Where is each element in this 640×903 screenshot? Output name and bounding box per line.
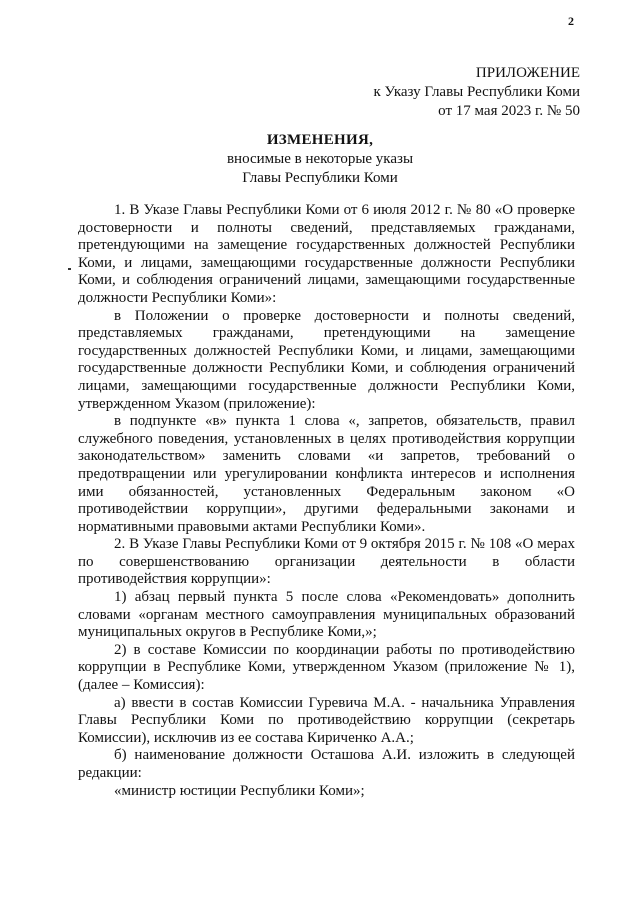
appendix-decree-date: от 17 мая 2023 г. № 50 xyxy=(438,103,580,119)
appendix-decree-reference: к Указу Главы Республики Коми xyxy=(373,84,580,100)
paragraph-subparagraph-v: в подпункте «в» пункта 1 слова «, запретов, обязательств, правил служебного поведения, установленных в целях противодействия коррупции законодательством» заменить словами «и запретов, требований о предотвращении или урегулировании конфликта интересов и исполнения ими обязанностей, установленных Федеральным законом «О противодействии коррупции», другими федеральными законами и нормативными правовыми актами Республики Коми». xyxy=(78,413,575,535)
document-body xyxy=(78,202,575,800)
paragraph-item-1: 1. В Указе Главы Республики Коми от 6 июля 2012 г. № 80 «О проверке достоверности и полноты сведений, представляемых гражданами, претендующими на замещение государственных должностей Республики Коми, и лицами, замещающими государственные должности Республики Коми, и соблюдения ограничений лицами, замещающими государственные должности Республики Коми»: xyxy=(78,202,575,306)
paragraph-subitem-b: б) наименование должности Осташова А.И. изложить в следующей редакции: xyxy=(78,747,575,781)
paragraph-subitem-2: 2) в составе Комиссии по координации работы по противодействию коррупции в Республике Коми, утвержденном Указом (приложение № 1), (далее – Комиссия): xyxy=(78,641,575,694)
heading-subtitle-line1: вносимые в некоторые указы xyxy=(226,151,414,167)
heading-subtitle-line2: Главы Республики Коми xyxy=(242,170,398,186)
paragraph-item-2: 2. В Указе Главы Республики Коми от 9 октября 2015 г. № 108 «О мерах по совершенствованию организации деятельности в области противодействия коррупции»: xyxy=(78,536,575,588)
appendix-title: ПРИЛОЖЕНИЕ xyxy=(475,65,580,81)
paragraph-new-title: «министр юстиции Республики Коми»; xyxy=(114,782,365,799)
paragraph-subitem-1: 1) абзац первый пункта 5 после слова «Рекомендовать» дополнить словами «органам местного самоуправления муниципальных образований муниципальных округов в Республике Коми,»; xyxy=(78,589,575,641)
document-heading xyxy=(0,131,640,188)
appendix-block xyxy=(373,64,580,121)
page-number: 2 xyxy=(568,14,574,28)
paragraph-subitem-a: а) ввести в состав Комиссии Гуревича М.А. - начальника Управления Главы Республики Коми по противодействию коррупции (секретарь Комиссии), исключив из ее состава Кириченко А.А.; xyxy=(78,694,575,746)
heading-title: ИЗМЕНЕНИЯ, xyxy=(266,132,374,148)
scan-artifact xyxy=(68,268,71,270)
paragraph-regulation-amendment: в Положении о проверке достоверности и полноты сведений, представляемых гражданами, претендующими на замещение государственных должностей Республики Коми, и лицами, замещающими государственные должности Республики Коми, и соблюдения ограничений лицами, замещающими государственные должности Республики Коми, утвержденном Указом (приложение): xyxy=(78,307,575,412)
